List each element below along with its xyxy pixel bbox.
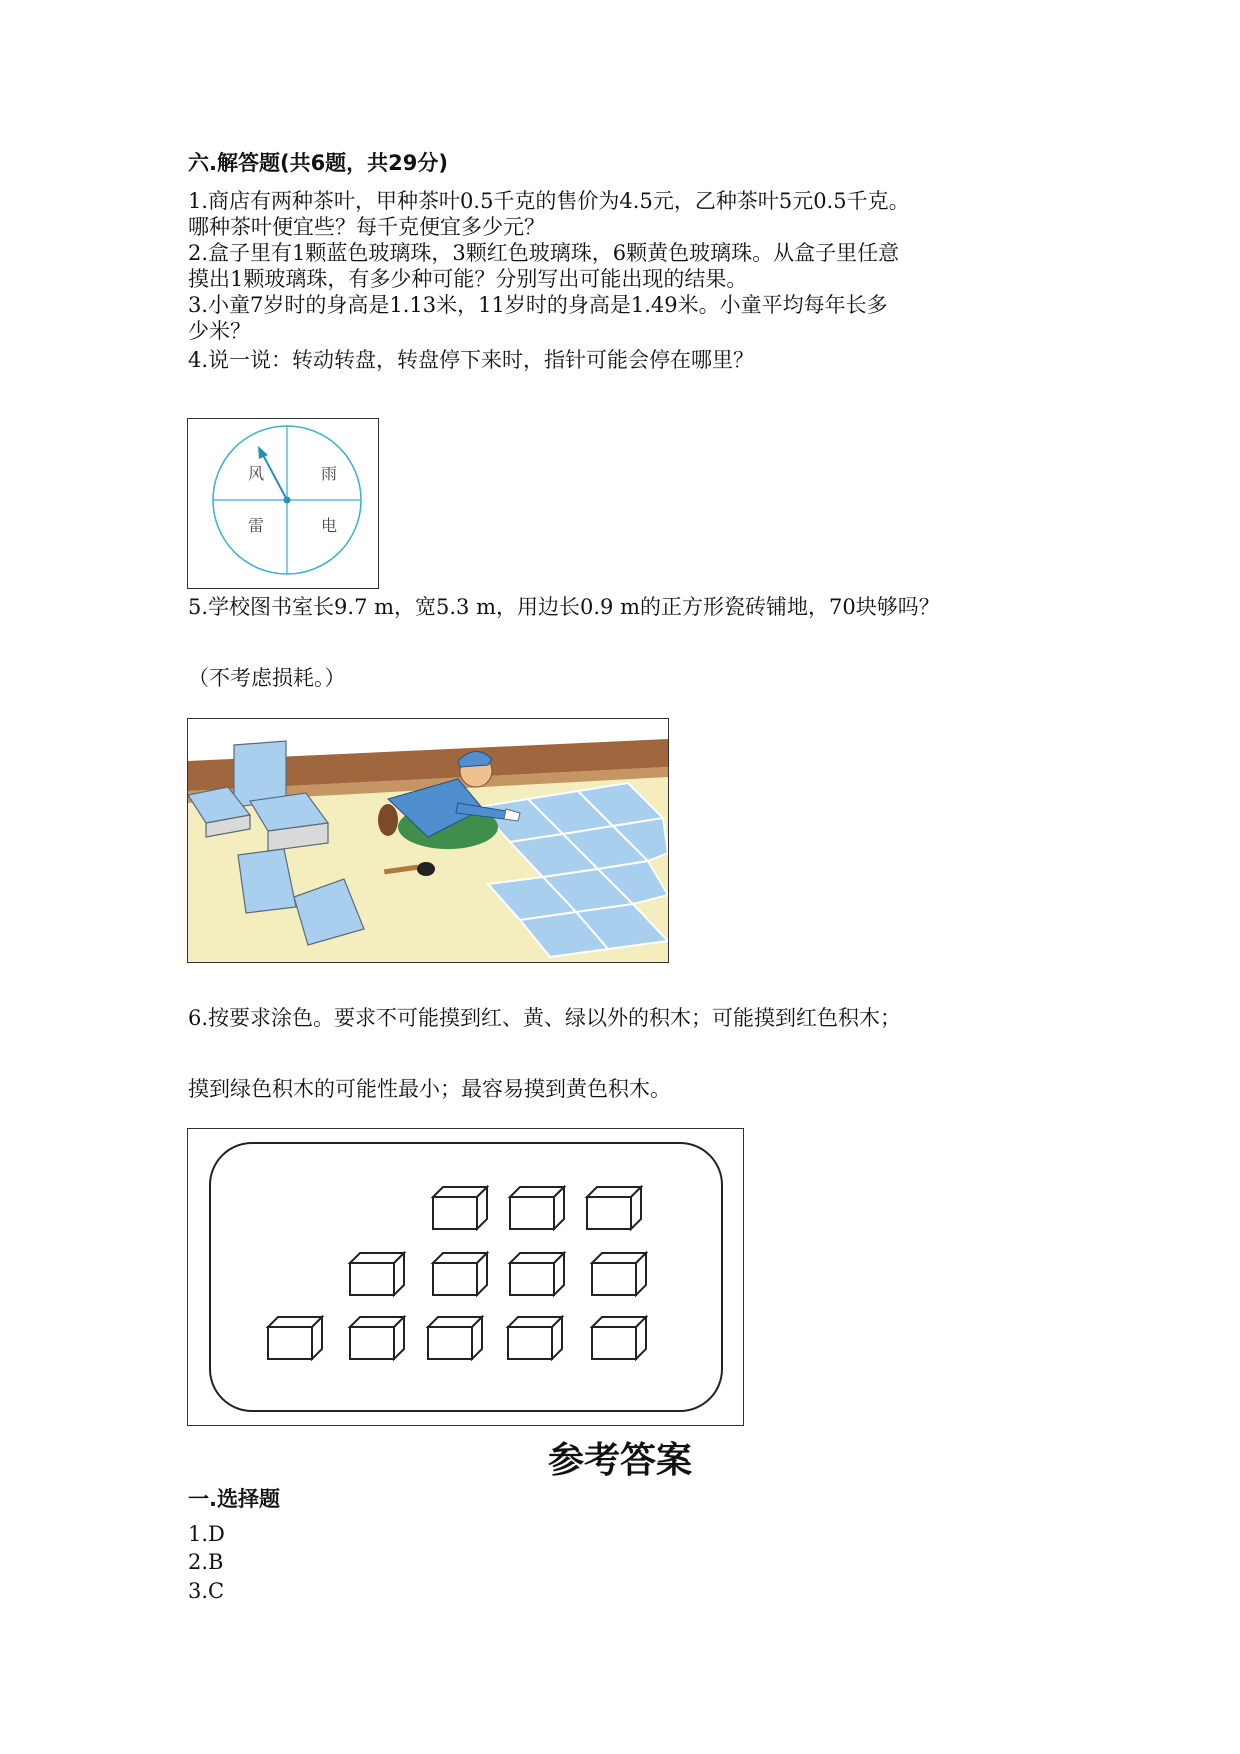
question-5-line-2: （不考虑损耗。） [188, 666, 346, 690]
block-icon [350, 1253, 404, 1295]
block-icon [350, 1317, 404, 1359]
blocks-diagram [188, 1129, 743, 1425]
block-icon [587, 1187, 641, 1229]
blocks-box-figure [187, 1128, 744, 1426]
question-6-line-1: 6.按要求涂色。要求不可能摸到红、黄、绿以外的积木；可能摸到红色积木； [188, 1006, 902, 1030]
block-icon [592, 1253, 646, 1295]
answer-item-2: 2.B [188, 1550, 224, 1574]
answers-title: 参考答案 [547, 1440, 692, 1481]
question-4-line-1: 4.说一说：转动转盘，转盘停下来时，指针可能会停在哪里？ [188, 348, 755, 372]
question-3-line-1: 3.小童7岁时的身高是1.13米，11岁时的身高是1.49米。小童平均每年长多 [188, 293, 888, 317]
block-icon [433, 1253, 487, 1295]
spinner-diagram [188, 419, 378, 588]
block-icon [510, 1253, 564, 1295]
section-heading: 六.解答题(共6题，共29分) [188, 151, 449, 175]
spinner-figure [187, 418, 379, 589]
spinner-label-rain: 雨 [321, 464, 338, 483]
question-1-line-1: 1.商店有两种茶叶，甲种茶叶0.5千克的售价为4.5元，乙种茶叶5元0.5千克。 [188, 189, 910, 213]
question-2-line-1: 2.盒子里有1颗蓝色玻璃珠，3颗红色玻璃珠，6颗黄色玻璃珠。从盒子里任意 [188, 241, 900, 265]
question-5-line-1: 5.学校图书室长9.7 m，宽5.3 m，用边长0.9 m的正方形瓷砖铺地，70块够吗？ [188, 595, 940, 619]
tile-illustration [187, 718, 669, 963]
block-icon [510, 1187, 564, 1229]
question-2-line-2: 摸出1颗玻璃珠，有多少种可能？分别写出可能出现的结果。 [188, 267, 748, 291]
block-icon [428, 1317, 482, 1359]
block-icon [268, 1317, 322, 1359]
question-3-line-2: 少米？ [188, 319, 251, 343]
block-icon [592, 1317, 646, 1359]
answer-item-1: 1.D [188, 1522, 225, 1546]
tile-worker-picture [188, 719, 668, 962]
question-1-line-2: 哪种茶叶便宜些？每千克便宜多少元？ [188, 215, 545, 239]
question-6-line-2: 摸到绿色积木的可能性最小；最容易摸到黄色积木。 [188, 1077, 671, 1101]
answer-item-3: 3.C [188, 1579, 225, 1603]
block-icon [508, 1317, 562, 1359]
answers-section-one-heading: 一.选择题 [188, 1487, 280, 1511]
spinner-label-lightning: 电 [321, 516, 338, 535]
block-icon [433, 1187, 487, 1229]
spinner-label-thunder: 雷 [248, 516, 265, 535]
spinner-label-wind: 风 [248, 464, 265, 483]
